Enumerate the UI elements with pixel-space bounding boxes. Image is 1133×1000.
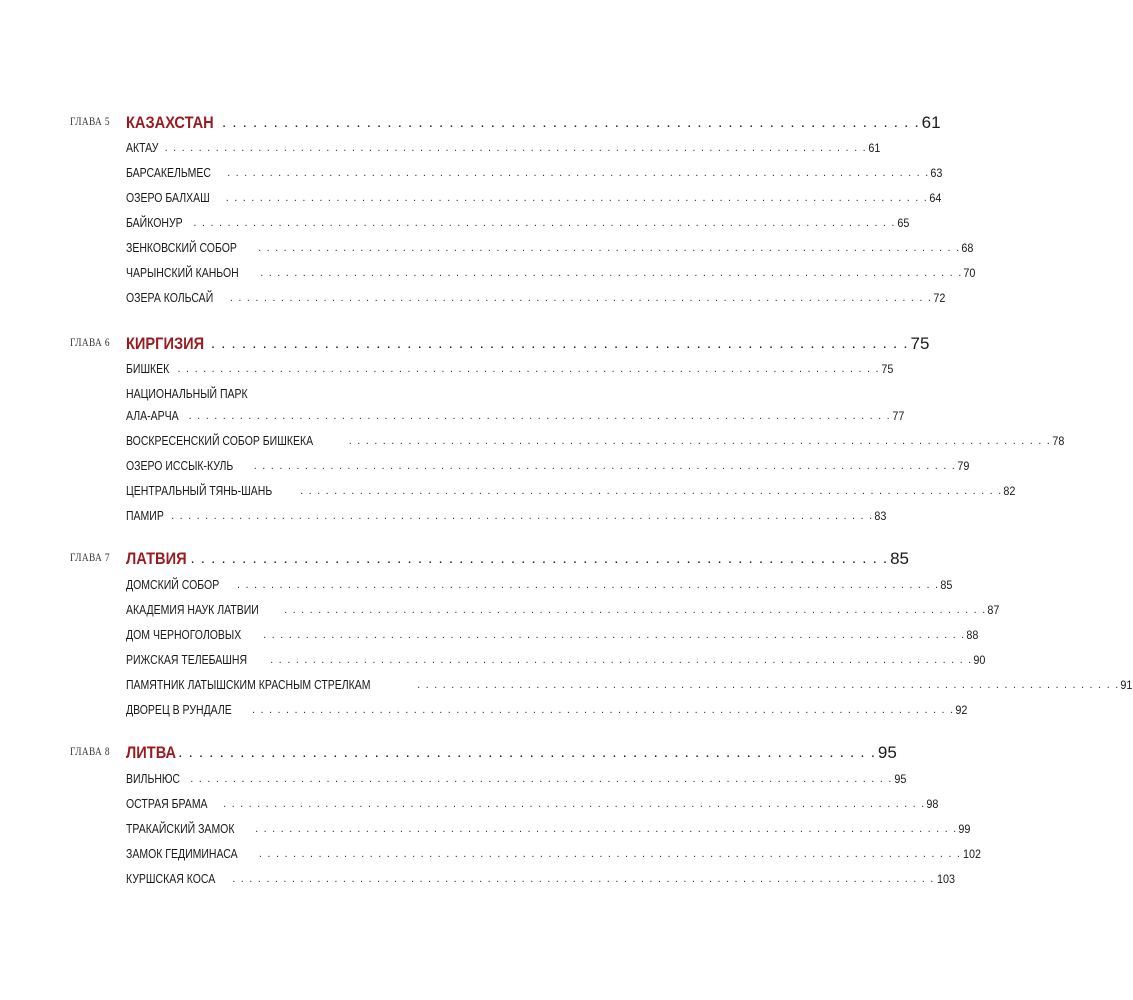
dot-leader: . . . . . . . . . . . . . . . . . . . . . . . . . . . . . . . . . . . . . . . . . . . . . . . . . . . . . . . . . . . . . . . . . . . . . . . . . . . . . . . . . . .: [417, 679, 1120, 691]
entry-page-number: 63: [930, 166, 943, 180]
dot-leader: . . . . . . . . . . . . . . . . . . . . . . . . . . . . . . . . . . . . . . . . . . . . . . . . . . . . . . . . . . . . . . . . . . . . . . . . . . . . . . . . . . .: [258, 242, 961, 254]
toc-entry[interactable]: [126, 138, 881, 156]
toc-entry[interactable]: [126, 188, 942, 206]
dot-leader: . . . . . . . . . . . . . . . . . . . . . . . . . . . . . . . . . . . . . . . . . . . . . . . . . . . . . . . . . . . . . . . . . . . . . . . . . . . . . . . . . . .: [223, 798, 926, 810]
chapter-label: ГЛАВА 6: [70, 335, 110, 349]
toc-entry[interactable]: [126, 238, 974, 256]
chapter-label: ГЛАВА 5: [70, 114, 110, 128]
toc-entry[interactable]: [126, 431, 1065, 449]
chapter-page-number: 75: [910, 334, 930, 353]
entry-page-number: 102: [963, 847, 982, 861]
dot-leader: . . . . . . . . . . . . . . . . . . . . . . . . . . . . . . . . . . . . . . . . . . . . . . . . . . . . . . . . . . . . . . . . . . . . . . . . . . . . . . . . . . .: [227, 167, 930, 179]
chapter-title: ЛАТВИЯ: [126, 549, 187, 568]
entry-title: ДОМСКИЙ СОБОР: [126, 578, 220, 592]
toc-entry[interactable]: [126, 263, 976, 281]
entry-title: АЛА-АРЧА: [126, 409, 179, 423]
entry-title: ОЗЕРО БАЛХАШ: [126, 191, 210, 205]
entry-title: ДОМ ЧЕРНОГОЛОВЫХ: [126, 628, 242, 642]
entry-page-number: 78: [1052, 434, 1065, 448]
toc-entry[interactable]: [126, 359, 894, 377]
chapter-heading[interactable]: [126, 331, 930, 355]
entry-title: ТРАКАЙСКИЙ ЗАМОК: [126, 822, 235, 836]
entry-page-number: 65: [897, 216, 910, 230]
dot-leader: . . . . . . . . . . . . . . . . . . . . . . . . . . . . . . . . . . . . . . . . . . . . . . . . . . . . . . . . . . . . . . . . . . . . . . . . . . . . . . . . . . .: [255, 823, 958, 835]
entry-page-number: 91: [1120, 678, 1133, 692]
toc-entry[interactable]: [126, 456, 970, 474]
entry-page-number: 83: [874, 509, 887, 523]
toc-entry[interactable]: [126, 575, 953, 593]
dot-leader: . . . . . . . . . . . . . . . . . . . . . . . . . . . . . . . . . . . . . . . . . . . . . . . . . . . . . . . . . . . . . . . . . . . .: [210, 335, 909, 352]
chapter-heading[interactable]: [126, 546, 910, 570]
entry-title: РИЖСКАЯ ТЕЛЕБАШНЯ: [126, 653, 248, 667]
toc-entry[interactable]: [126, 650, 986, 668]
entry-title: ОСТРАЯ БРАМА: [126, 797, 208, 811]
dot-leader: . . . . . . . . . . . . . . . . . . . . . . . . . . . . . . . . . . . . . . . . . . . . . . . . . . . . . . . . . . . . . . . . . . . . . . . . . . . . . . . . . . .: [164, 142, 867, 154]
chapter-title: ЛИТВА: [126, 743, 177, 762]
entry-page-number: 87: [987, 603, 1000, 617]
entry-page-number: 88: [966, 628, 979, 642]
entry-title-line1[interactable]: НАЦИОНАЛЬНЫЙ ПАРК: [126, 387, 248, 401]
entry-title: ЦЕНТРАЛЬНЫЙ ТЯНЬ-ШАНЬ: [126, 484, 273, 498]
toc-entry[interactable]: [126, 844, 982, 862]
dot-leader: . . . . . . . . . . . . . . . . . . . . . . . . . . . . . . . . . . . . . . . . . . . . . . . . . . . . . . . . . . . . . . . . . . . . . . . . . . . . . . . . . . .: [258, 848, 962, 860]
dot-leader: . . . . . . . . . . . . . . . . . . . . . . . . . . . . . . . . . . . . . . . . . . . . . . . . . . . . . . . . . . . . . . . . . . . . . . . . . . . . . . . . . . .: [229, 292, 933, 304]
toc-entry[interactable]: [126, 481, 1016, 499]
dot-leader: . . . . . . . . . . . . . . . . . . . . . . . . . . . . . . . . . . . . . . . . . . . . . . . . . . . . . . . . . . . . . . . . . . . . . . . . . . . . . . . . . . .: [171, 510, 874, 522]
entry-page-number: 90: [973, 653, 986, 667]
entry-title: АКТАУ: [126, 141, 159, 155]
chapter-title: КИРГИЗИЯ: [126, 334, 205, 353]
entry-page-number: 99: [958, 822, 971, 836]
chapter-page-number: 61: [921, 113, 941, 132]
entry-title: БАЙКОНУР: [126, 216, 183, 230]
entry-page-number: 75: [881, 362, 894, 376]
chapter-heading[interactable]: [126, 740, 897, 764]
chapter-label: ГЛАВА 8: [70, 744, 110, 758]
dot-leader: . . . . . . . . . . . . . . . . . . . . . . . . . . . . . . . . . . . . . . . . . . . . . . . . . . . . . . . . . . . . . . . . . . . . . . . . . . . . . . . . . . .: [188, 410, 891, 422]
entry-page-number: 70: [963, 266, 976, 280]
entry-title: ЗАМОК ГЕДИМИНАСА: [126, 847, 238, 861]
entry-page-number: 85: [940, 578, 953, 592]
entry-title: ОЗЕРО ИССЫК-КУЛЬ: [126, 459, 234, 473]
dot-leader: . . . . . . . . . . . . . . . . . . . . . . . . . . . . . . . . . . . . . . . . . . . . . . . . . . . . . . . . . . . . . . . . . . . . . . . . . . . . . . . . . . .: [300, 485, 1003, 497]
dot-leader: . . . . . . . . . . . . . . . . . . . . . . . . . . . . . . . . . . . . . . . . . . . . . . . . . . . . . . . . . . . . . . . . . . . . . . . . . . . . . . . . . . .: [190, 773, 893, 785]
dot-leader: . . . . . . . . . . . . . . . . . . . . . . . . . . . . . . . . . . . . . . . . . . . . . . . . . . . . . . . . . . . . . . . . . . . . . . . . . . . . . . . . . . .: [284, 604, 987, 616]
toc-entry[interactable]: [126, 406, 905, 424]
dot-leader: . . . . . . . . . . . . . . . . . . . . . . . . . . . . . . . . . . . . . . . . . . . . . . . . . . . . . . . . . . . . . . . . . . . .: [178, 744, 876, 761]
entry-title: ДВОРЕЦ В РУНДАЛЕ: [126, 703, 232, 717]
entry-page-number: 77: [892, 409, 905, 423]
entry-title: АКАДЕМИЯ НАУК ЛАТВИИ: [126, 603, 259, 617]
toc-entry[interactable]: [126, 625, 979, 643]
toc-entry[interactable]: [126, 819, 971, 837]
dot-leader: . . . . . . . . . . . . . . . . . . . . . . . . . . . . . . . . . . . . . . . . . . . . . . . . . . . . . . . . . . . . . . . . . . . . . . . . . . . . . . . . . . .: [263, 629, 966, 641]
chapter-page-number: 85: [890, 549, 910, 568]
dot-leader: . . . . . . . . . . . . . . . . . . . . . . . . . . . . . . . . . . . . . . . . . . . . . . . . . . . . . . . . . . . . . . . . . . . . . . . . . . . . . . . . . . .: [253, 460, 957, 472]
dot-leader: . . . . . . . . . . . . . . . . . . . . . . . . . . . . . . . . . . . . . . . . . . . . . . . . . . . . . . . . . . . . . . . . . . . . . . . . . . . . . . . . . . .: [260, 267, 963, 279]
chapter-heading[interactable]: [126, 110, 941, 134]
toc-entry[interactable]: [126, 794, 939, 812]
entry-page-number: 64: [929, 191, 942, 205]
dot-leader: . . . . . . . . . . . . . . . . . . . . . . . . . . . . . . . . . . . . . . . . . . . . . . . . . . . . . . . . . . . . . . . . . . . . . . . . . . . . . . . . . . .: [225, 192, 929, 204]
toc-entry[interactable]: [126, 700, 968, 718]
toc-entry[interactable]: [126, 769, 906, 787]
entry-title: ПАМИР: [126, 509, 164, 523]
dot-leader: . . . . . . . . . . . . . . . . . . . . . . . . . . . . . . . . . . . . . . . . . . . . . . . . . . . . . . . . . . . . . . . . . . . . . . . . . . . . . . . . . . .: [270, 654, 973, 666]
entry-page-number: 92: [955, 703, 968, 717]
entry-title: ОЗЕРА КОЛЬСАЙ: [126, 291, 214, 305]
entry-page-number: 79: [957, 459, 970, 473]
entry-title: БАРСАКЕЛЬМЕС: [126, 166, 211, 180]
entry-page-number: 98: [926, 797, 939, 811]
entry-page-number: 72: [933, 291, 946, 305]
dot-leader: . . . . . . . . . . . . . . . . . . . . . . . . . . . . . . . . . . . . . . . . . . . . . . . . . . . . . . . . . . . . . . . . . . . . . . . . . . . . . . . . . . .: [177, 363, 880, 375]
dot-leader: . . . . . . . . . . . . . . . . . . . . . . . . . . . . . . . . . . . . . . . . . . . . . . . . . . . . . . . . . . . . . . . . . . . . . . . . . . . . . . . . . . .: [193, 217, 896, 229]
toc-entry[interactable]: [126, 675, 1133, 693]
toc-entry[interactable]: [126, 288, 946, 306]
toc-entry[interactable]: [126, 213, 910, 231]
entry-title: КУРШСКАЯ КОСА: [126, 872, 216, 886]
toc-entry[interactable]: [126, 163, 943, 181]
dot-leader: . . . . . . . . . . . . . . . . . . . . . . . . . . . . . . . . . . . . . . . . . . . . . . . . . . . . . . . . . . . . . . . . . . . . . . . . . . . . . . . . . . .: [232, 873, 935, 885]
toc-entry[interactable]: [126, 506, 887, 524]
entry-page-number: 82: [1003, 484, 1016, 498]
toc-entry[interactable]: [126, 869, 955, 887]
entry-page-number: 61: [868, 141, 881, 155]
dot-leader: . . . . . . . . . . . . . . . . . . . . . . . . . . . . . . . . . . . . . . . . . . . . . . . . . . . . . . . . . . . . . . . . . . . .: [190, 550, 889, 567]
chapter-page-number: 95: [877, 743, 897, 762]
chapter-label: ГЛАВА 7: [70, 550, 110, 564]
toc-entry[interactable]: [126, 600, 1000, 618]
entry-title: ВОСКРЕСЕНСКИЙ СОБОР БИШКЕКА: [126, 434, 314, 448]
dot-leader: . . . . . . . . . . . . . . . . . . . . . . . . . . . . . . . . . . . . . . . . . . . . . . . . . . . . . . . . . . . . . . . . . . . . . . . . . . . . . . . . . . .: [348, 435, 1051, 447]
entry-title: ПАМЯТНИК ЛАТЫШСКИМ КРАСНЫМ СТРЕЛКАМ: [126, 678, 371, 692]
dot-leader: . . . . . . . . . . . . . . . . . . . . . . . . . . . . . . . . . . . . . . . . . . . . . . . . . . . . . . . . . . . . . . . . . . . . . . . . . . . . . . . . . . .: [251, 704, 955, 716]
entry-page-number: 68: [961, 241, 974, 255]
entry-page-number: 95: [893, 772, 906, 786]
entry-page-number: 103: [936, 872, 955, 886]
entry-title: ЧАРЫНСКИЙ КАНЬОН: [126, 266, 239, 280]
chapter-title: КАЗАХСТАН: [126, 113, 214, 132]
entry-title: ЗЕНКОВСКИЙ СОБОР: [126, 241, 237, 255]
entry-title: ВИЛЬНЮС: [126, 772, 180, 786]
entry-title: БИШКЕК: [126, 362, 170, 376]
dot-leader: . . . . . . . . . . . . . . . . . . . . . . . . . . . . . . . . . . . . . . . . . . . . . . . . . . . . . . . . . . . . . . . . . . . . . . . . . . . . . . . . . . .: [236, 579, 940, 591]
dot-leader: . . . . . . . . . . . . . . . . . . . . . . . . . . . . . . . . . . . . . . . . . . . . . . . . . . . . . . . . . . . . . . . . . . . .: [222, 114, 920, 131]
